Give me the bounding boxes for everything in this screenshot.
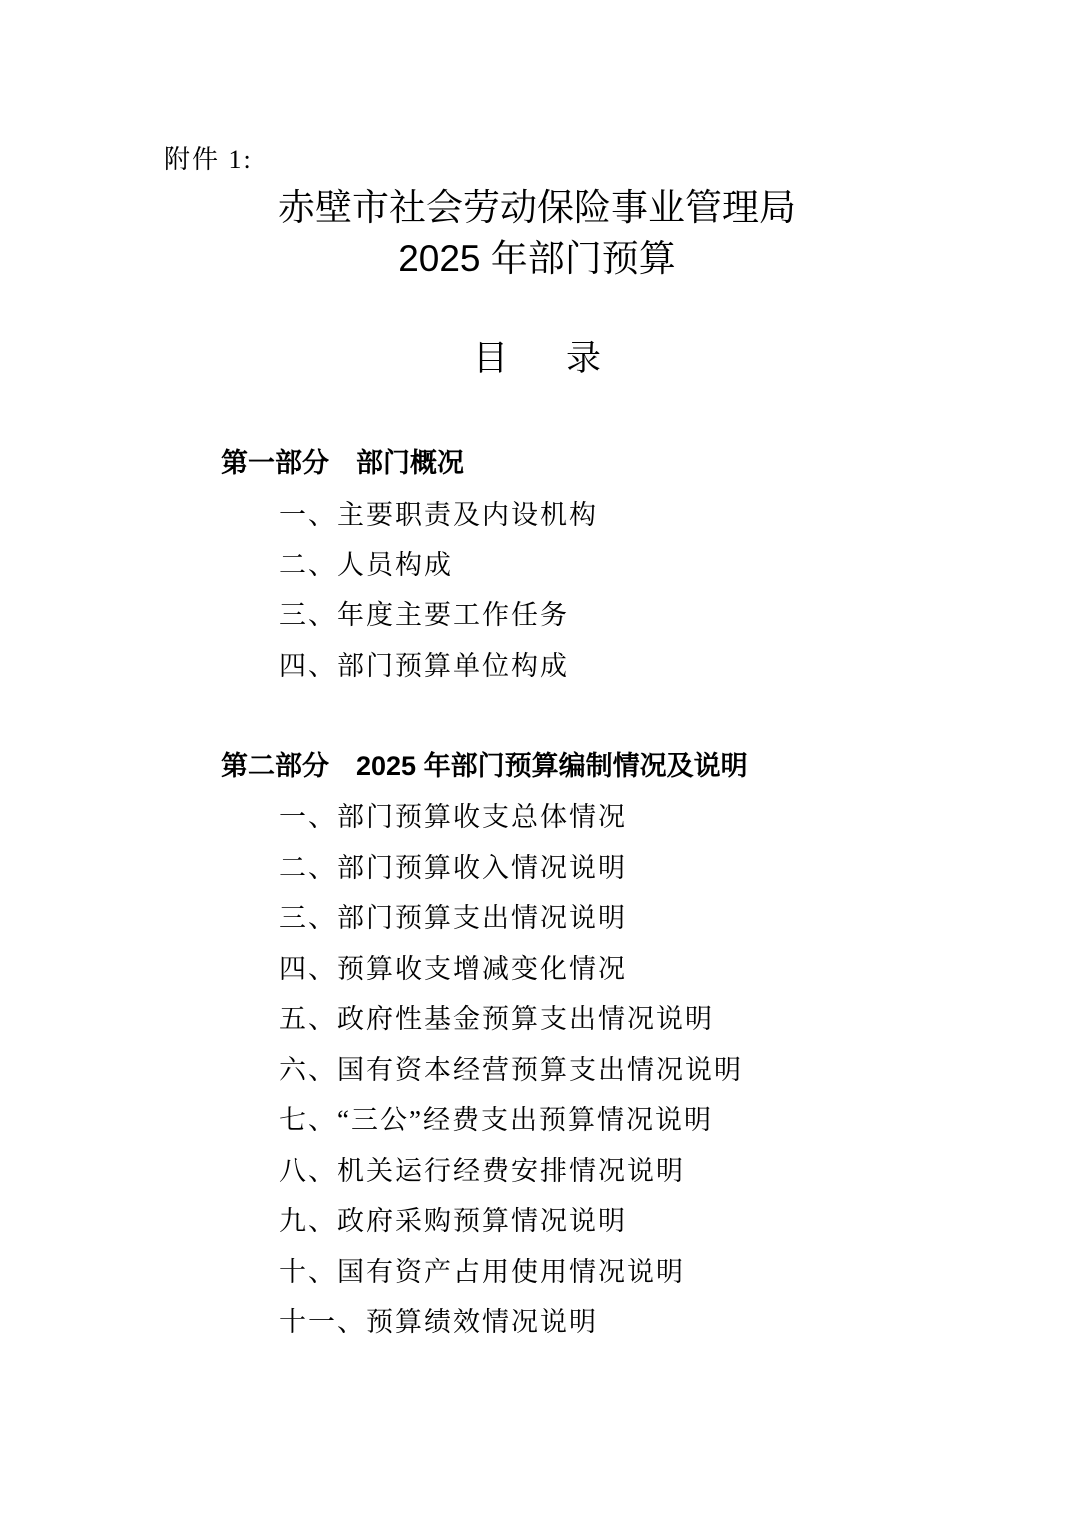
toc-heading-char-2: 录 bbox=[566, 339, 602, 378]
part-heading-1 bbox=[221, 443, 464, 483]
toc-item: 四、预算收支增减变化情况 bbox=[279, 954, 627, 984]
toc-item: 一、主要职责及内设机构 bbox=[279, 500, 598, 530]
toc-item: 五、政府性基金预算支出情况说明 bbox=[279, 1004, 714, 1034]
toc-item: 一、部门预算收支总体情况 bbox=[279, 802, 627, 832]
toc-item: 十一、预算绩效情况说明 bbox=[279, 1307, 598, 1337]
toc-item: 九、政府采购预算情况说明 bbox=[279, 1206, 627, 1236]
toc-heading bbox=[0, 334, 1074, 384]
toc-item: 四、部门预算单位构成 bbox=[279, 651, 569, 681]
toc-item: 八、机关运行经费安排情况说明 bbox=[279, 1156, 685, 1186]
part-title: 部门概况 bbox=[356, 448, 464, 478]
attachment-label: 附件 1: bbox=[164, 145, 253, 174]
part-number: 第二部分 bbox=[221, 751, 329, 781]
document-title-line-2: 2025 年部门预算 bbox=[398, 238, 676, 279]
part-heading-2 bbox=[221, 746, 748, 786]
toc-item: 七、“三公”经费支出预算情况说明 bbox=[279, 1105, 713, 1135]
toc-heading-char-1: 目 bbox=[472, 339, 508, 378]
part-title: 2025 年部门预算编制情况及说明 bbox=[356, 751, 748, 781]
part-number: 第一部分 bbox=[221, 448, 329, 478]
toc-item: 十、国有资产占用使用情况说明 bbox=[279, 1257, 685, 1287]
toc-item: 三、部门预算支出情况说明 bbox=[279, 903, 627, 933]
document-title-line-1: 赤壁市社会劳动保险事业管理局 bbox=[278, 187, 796, 228]
toc-item: 三、年度主要工作任务 bbox=[279, 600, 569, 630]
toc-item: 二、部门预算收入情况说明 bbox=[279, 853, 627, 883]
toc-item: 六、国有资本经营预算支出情况说明 bbox=[279, 1055, 743, 1085]
toc-item: 二、人员构成 bbox=[279, 550, 453, 580]
